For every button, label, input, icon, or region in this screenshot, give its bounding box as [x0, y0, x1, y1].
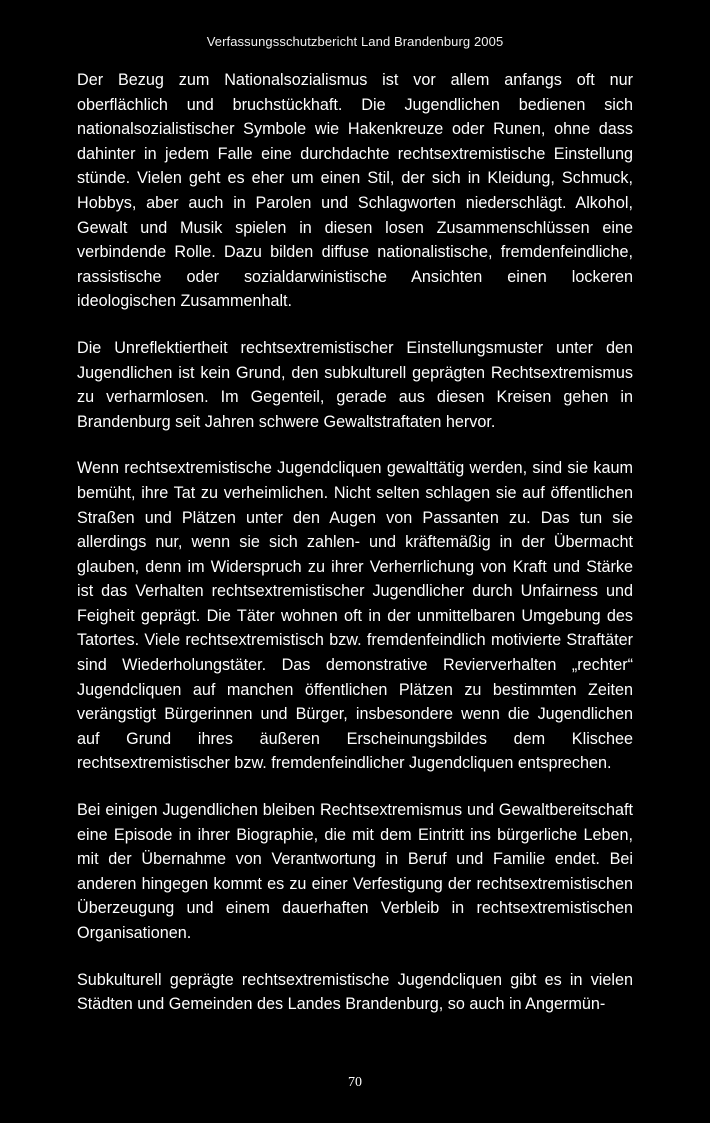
- body-text: [77, 68, 633, 1039]
- running-header: Verfassungsschutzbericht Land Brandenburg 2005: [206, 34, 504, 49]
- page-number: 70: [348, 1075, 362, 1090]
- paragraph-1: Der Bezug zum Nationalsozialismus ist vor allem anfangs oft nur oberflächlich und bruchstückhaft. Die Jugendlichen bedienen sich nationalsozialistischer Symbole wie Hakenkreuze oder Runen, ohne dass dahinter in jedem Falle eine durchdachte rechtsextremistische Einstellung stünde. Vielen geht es eher um einen Stil, der sich in Kleidung, Schmuck, Hobbys, aber auch in Parolen und Schlagworten niederschlägt. Alkohol, Gewalt und Musik spielen in diesen losen Zusammenschlüssen eine verbindende Rolle. Dazu bilden diffuse nationalistische, fremdenfeindliche, rassistische oder sozialdarwinistische Ansichten einen lockeren ideologischen Zusammenhalt.: [77, 71, 633, 311]
- paragraph-2: Die Unreflektiertheit rechtsextremistischer Einstellungsmuster unter den Jugendlichen ist kein Grund, den subkulturell geprägten Rechtsextremismus zu verharmlosen. Im Gegenteil, gerade aus diesen Kreisen gehen in Brandenburg seit Jahren schwere Gewaltstraftaten hervor.: [77, 338, 633, 431]
- paragraph-3: Wenn rechtsextremistische Jugendcliquen gewalttätig werden, sind sie kaum bemüht, ihre Tat zu verheimlichen. Nicht selten schlagen sie auf öffentlichen Straßen und Plätzen unter den Augen von Passanten zu. Das tun sie allerdings nur, wenn sie sich zahlen- und kräftemäßig in der Übermacht glauben, denn im Widerspruch zu ihrer Verherrlichung von Kraft und Stärke ist das Verhalten rechtsextremistischer Jugendlicher durch Unfairness und Feigheit geprägt. Die Täter wohnen oft in der unmittelbaren Umgebung des Tatortes. Viele rechtsextremistisch bzw. fremdenfeindlich motivierte Straftäter sind Wiederholungstäter. Das demonstrative Revierverhalten „rechter“ Jugendcliquen auf manchen öffentlichen Plätzen zu bestimmten Zeiten verängstigt Bürgerinnen und Bürger, insbesondere wenn die Jugendlichen auf Grund ihres äußeren Erscheinungsbildes dem Klischee rechtsextremistischer bzw. fremdenfeindlicher Jugendcliquen entsprechen.: [77, 459, 633, 773]
- paragraph-5: Subkulturell geprägte rechtsextremistische Jugendcliquen gibt es in vielen Städten und Gemeinden des Landes Brandenburg, so auch in Angermün-: [77, 970, 633, 1014]
- paragraph-4: Bei einigen Jugendlichen bleiben Rechtsextremismus und Gewaltbereitschaft eine Episode in ihrer Biographie, die mit dem Eintritt ins bürgerliche Leben, mit der Übernahme von Verantwortung in Beruf und Familie endet. Bei anderen hingegen kommt es zu einer Verfestigung der rechtsextremistischen Überzeugung und einem dauerhaften Verbleib in rechtsextremistischen Organisationen.: [77, 801, 633, 942]
